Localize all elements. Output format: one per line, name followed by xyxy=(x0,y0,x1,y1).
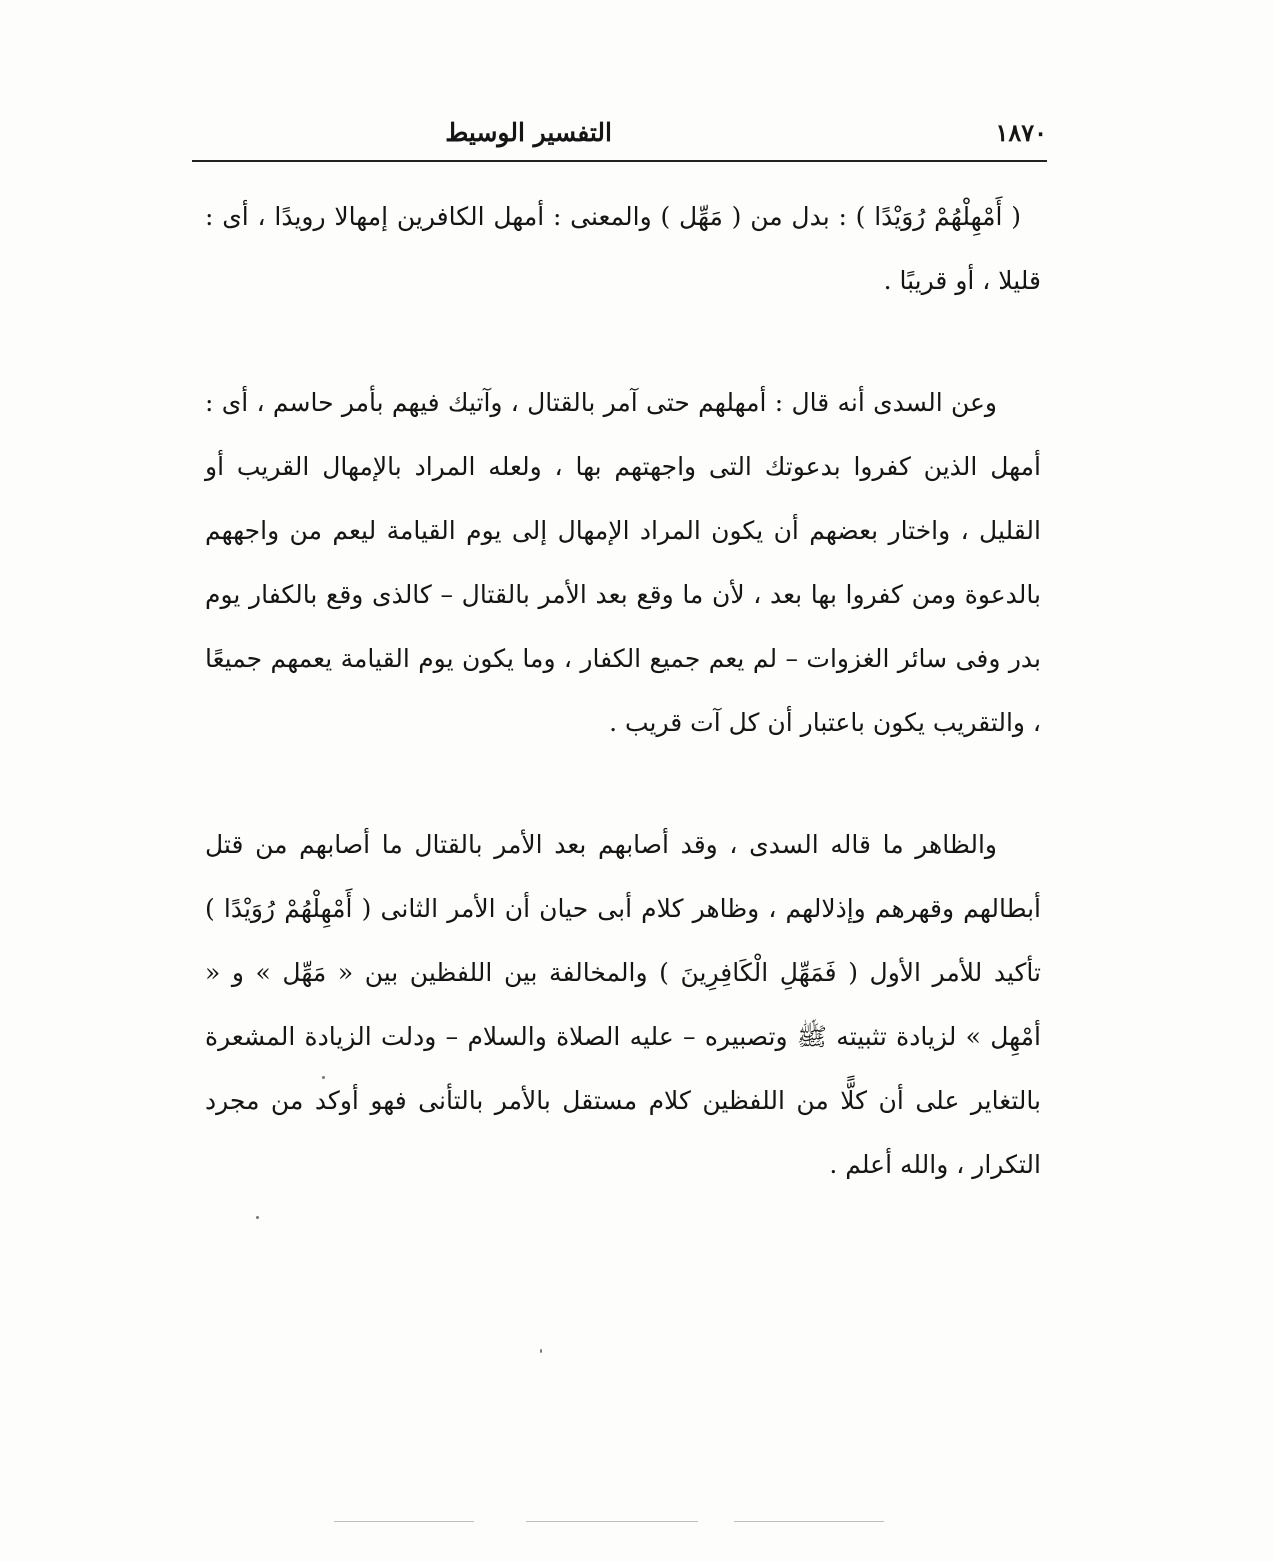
scan-edge-line xyxy=(334,1521,474,1522)
page-header xyxy=(192,112,1047,160)
scan-speck xyxy=(322,1076,325,1079)
header-divider xyxy=(192,160,1047,162)
paragraph-1: ( أَمْهِلْهُمْ رُوَيْدًا ) : بدل من ( مَهِّل ) والمعنى : أمهل الكافرين إمهالا رويدًا ، أى : قليلا ، أو قريبًا . xyxy=(205,202,1041,295)
running-title: التفسير الوسيط xyxy=(445,118,612,147)
scan-edge-line xyxy=(526,1521,698,1522)
paragraph-3: والظاهر ما قاله السدى ، وقد أصابهم بعد الأمر بالقتال ما أصابهم من قتل أبطالهم وقهرهم وإذلالهم ، وظاهر كلام أبى حيان أن الأمر الثانى ( أَمْهِلْهُمْ رُوَيْدًا ) تأكيد للأمر الأول ( فَمَهِّلِ الْكَافِرِينَ ) والمخالفة بين اللفظين بين « مَهِّل » و « أمْهِل » لزيادة تثبيته ﷺ وتصبيره – عليه الصلاة والسلام – ودلت الزيادة المشعرة بالتغاير على أن كلًّا من اللفظين كلام مستقل بالأمر بالتأنى فهو أوكد من مجرد التكرار ، والله أعلم . xyxy=(205,830,1041,1179)
body-text xyxy=(205,185,1041,1255)
scan-speck xyxy=(256,1216,259,1219)
scan-speck xyxy=(540,1349,542,1353)
page-number: ١٨٧٠ xyxy=(995,118,1047,147)
paragraph-2: وعن السدى أنه قال : أمهلهم حتى آمر بالقتال ، وآتيك فيهم بأمر حاسم ، أى : أمهل الذين كفروا بدعوتك التى واجهتهم بها ، ولعله المراد بالإمهال القريب أو القليل ، واختار بعضهم أن يكون المراد الإمهال إلى يوم القيامة ليعم من واجههم بالدعوة ومن كفروا بها بعد ، لأن ما وقع بعد الأمر بالقتال – كالذى وقع بالكفار يوم بدر وفى سائر الغزوات – لم يعم جميع الكفار ، وما يكون يوم القيامة يعمهم جميعًا ، والتقريب يكون باعتبار أن كل آت قريب . xyxy=(205,388,1041,737)
scan-edge-line xyxy=(734,1521,884,1522)
